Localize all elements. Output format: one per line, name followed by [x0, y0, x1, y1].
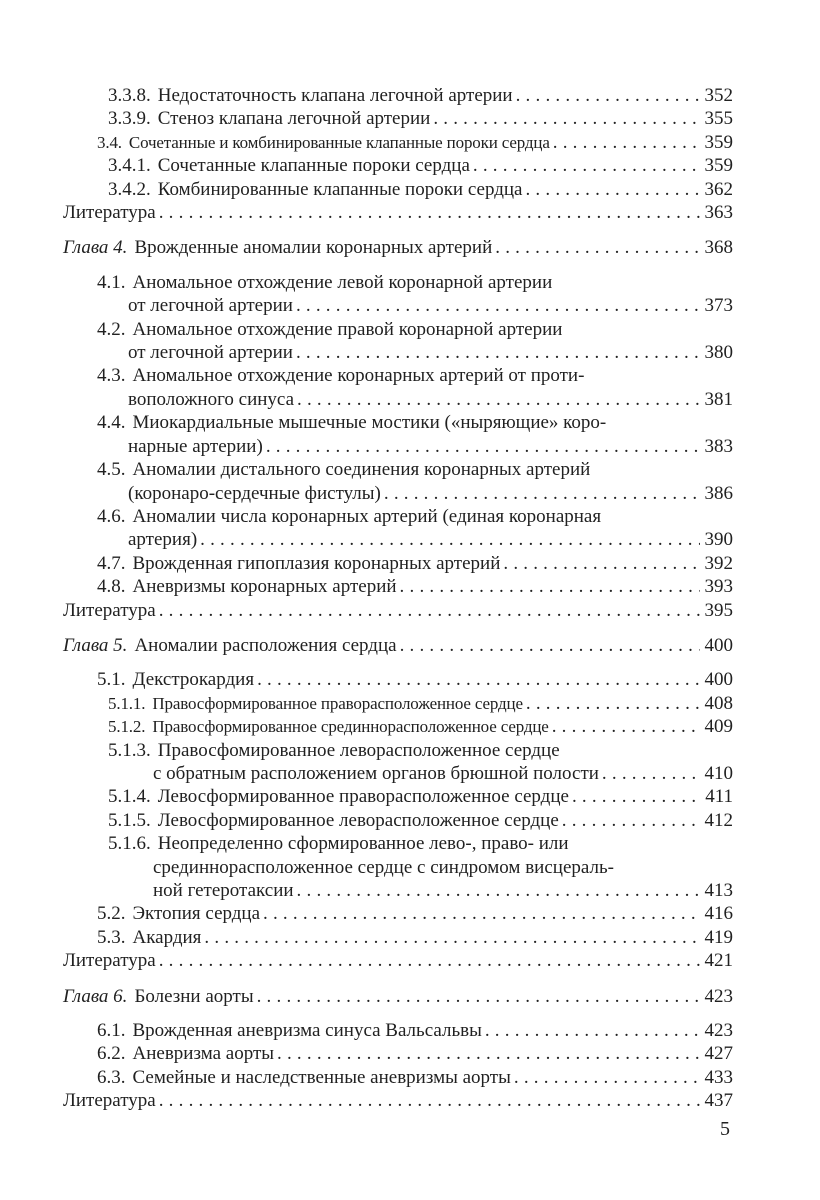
- toc-entry-title: Правосформированное праворасположенное сердце: [152, 693, 523, 713]
- folio-row: [63, 1118, 733, 1141]
- toc-entry: [63, 1066, 733, 1089]
- dot-leader: [263, 902, 699, 925]
- toc-entry-number: 4.7.: [97, 552, 126, 574]
- toc-line: [63, 364, 733, 387]
- dot-leader: [514, 1066, 700, 1089]
- toc-line: [63, 294, 733, 317]
- toc-entry-number: 5.1.2.: [108, 717, 146, 737]
- toc-entry: [63, 715, 733, 738]
- toc-chapter: [63, 236, 733, 259]
- toc-line: [63, 879, 733, 902]
- toc-entry-title: ной гетеротаксии: [153, 880, 294, 901]
- toc-entry-title: Аномалии числа коронарных артерий (единая коронарная: [132, 505, 602, 527]
- toc-entry-title: воположного синуса: [128, 388, 294, 410]
- toc-line: [63, 552, 733, 575]
- toc-entry: [63, 902, 733, 925]
- toc-entry: [63, 599, 733, 622]
- toc-entry-page: 413: [704, 880, 733, 901]
- toc-line: [63, 634, 733, 657]
- toc-entry: [63, 668, 733, 691]
- toc-entry-page: 386: [704, 482, 733, 504]
- toc-entry: [63, 552, 733, 575]
- dot-leader: [204, 926, 699, 949]
- toc-entry-title: Правосформированное срединнорасположенное сердце: [152, 717, 549, 737]
- dot-leader: [297, 388, 700, 411]
- toc-entry-page: 395: [704, 599, 733, 621]
- toc-entry-title: Аномальное отхождение правой коронарной артерии: [132, 318, 563, 340]
- toc-entry: [63, 739, 733, 786]
- toc-chapter-number: Глава 4.: [63, 237, 128, 259]
- toc-entry-title: Аневризма аорты: [132, 1043, 275, 1065]
- toc-entry: [63, 458, 733, 505]
- toc-entry-title: Аномальное отхождение коронарных артерий от проти-: [132, 365, 585, 387]
- toc-entry-page: 390: [704, 529, 733, 551]
- toc-entry-title: от легочной артерии: [128, 342, 293, 364]
- toc-entry: [63, 505, 733, 552]
- toc-entry-page: 355: [704, 108, 733, 130]
- toc-line: [63, 1042, 733, 1065]
- toc-entry: [63, 809, 733, 832]
- toc-line: [63, 715, 733, 738]
- toc-chapter-title: Врожденные аномалии коронарных артерий: [134, 237, 493, 259]
- toc-line: [63, 435, 733, 458]
- toc-entry-number: 6.1.: [97, 1020, 126, 1042]
- toc-entry-number: 5.1.4.: [108, 786, 151, 808]
- toc-line: [63, 154, 733, 177]
- toc-entry-number: 5.1.1.: [108, 693, 146, 713]
- toc-entry: [63, 411, 733, 458]
- toc-entry-title: Аневризмы коронарных артерий: [132, 576, 397, 598]
- dot-leader: [552, 715, 700, 738]
- toc-entry-title: Недостаточность клапана легочной артерии: [157, 85, 513, 106]
- toc-chapter-number: Глава 5.: [63, 634, 128, 656]
- toc-entry-title: с обратным расположением органов брюшной полости: [153, 762, 599, 784]
- dot-leader: [296, 341, 700, 364]
- toc-entry-title: (коронаро-сердечные фистулы): [128, 482, 381, 504]
- toc-entry-page: 421: [704, 950, 733, 972]
- toc-chapter-number: Глава 6.: [63, 985, 128, 1007]
- toc-entry-page: 368: [704, 237, 733, 259]
- dot-leader: [277, 1042, 699, 1065]
- toc-entry: [63, 178, 733, 201]
- toc-line: [63, 575, 733, 598]
- toc-entry-title: Аномальное отхождение левой коронарной артерии: [132, 271, 553, 293]
- dot-leader: [525, 178, 699, 201]
- toc-entry-page: 380: [704, 342, 733, 364]
- toc-entry-number: 4.5.: [97, 459, 126, 481]
- toc-entry-page: 400: [704, 634, 733, 656]
- toc-entry-number: 6.2.: [97, 1043, 126, 1065]
- toc-entry-title: Правосфомированное леворасположенное сердце: [157, 739, 560, 761]
- dot-leader: [257, 985, 700, 1008]
- toc-line: [63, 107, 733, 130]
- toc-entry-title: Литература: [63, 599, 156, 621]
- toc-entry: [63, 1019, 733, 1042]
- toc-entry-number: 3.4.: [97, 132, 122, 152]
- toc-line: [63, 739, 733, 762]
- dot-leader: [473, 154, 700, 177]
- dot-leader: [159, 599, 700, 622]
- toc-entry-title: Сочетанные клапанные пороки сердца: [157, 155, 470, 177]
- toc-line: [63, 1066, 733, 1089]
- toc-entry-title: Врожденная аневризма синуса Вальсальвы: [132, 1020, 482, 1042]
- table-of-contents: [63, 84, 733, 1141]
- toc-entry-page: 409: [704, 716, 733, 738]
- toc-entry-title: срединнорасположенное сердце с синдромом висцераль-: [153, 856, 614, 878]
- toc-entry-number: 5.1.5.: [108, 809, 151, 831]
- toc-line: [63, 528, 733, 551]
- toc-entry: [63, 131, 733, 154]
- page-number: 5: [720, 1117, 730, 1140]
- toc-line: [63, 599, 733, 622]
- toc-entry-number: 5.1.3.: [108, 739, 151, 761]
- toc-line: [63, 482, 733, 505]
- toc-line: [63, 762, 733, 785]
- toc-line: [63, 692, 733, 715]
- toc-entry: [63, 84, 733, 107]
- toc-entry-page: 412: [704, 809, 733, 831]
- dot-leader: [400, 634, 700, 657]
- toc-entry-title: Стеноз клапана легочной артерии: [157, 108, 431, 130]
- toc-entry-number: 5.3.: [97, 926, 126, 948]
- dot-leader: [159, 1089, 700, 1112]
- toc-entry-page: 416: [704, 903, 733, 925]
- toc-entry-page: 352: [704, 85, 733, 106]
- toc-entry-title: нарные артерии): [128, 435, 263, 457]
- toc-line: [63, 668, 733, 691]
- toc-entry-page: 393: [704, 576, 733, 598]
- toc-entry-title: Литература: [63, 950, 156, 972]
- toc-entry-number: 3.3.8.: [108, 85, 151, 106]
- toc-entry-number: 4.1.: [97, 271, 126, 293]
- toc-entry-number: 4.6.: [97, 505, 126, 527]
- dot-leader: [485, 1019, 700, 1042]
- toc-entry-title: Литература: [63, 202, 156, 224]
- toc-entry-title: Левосформированное праворасположенное сердце: [157, 786, 569, 808]
- toc-line: [63, 856, 733, 879]
- toc-line: [63, 926, 733, 949]
- toc-entry: [63, 271, 733, 318]
- toc-entry-title: Декстрокардия: [132, 669, 255, 691]
- toc-entry: [63, 1089, 733, 1112]
- dot-leader: [296, 294, 700, 317]
- toc-line: [63, 131, 733, 154]
- dot-leader: [503, 552, 699, 575]
- toc-line: [63, 985, 733, 1008]
- toc-entry-number: 4.4.: [97, 412, 126, 434]
- toc-entry-title: Литература: [63, 1090, 156, 1112]
- toc-entry: [63, 154, 733, 177]
- toc-entry: [63, 692, 733, 715]
- dot-leader: [495, 236, 699, 259]
- toc-line: [63, 271, 733, 294]
- toc-entry-page: 437: [704, 1090, 733, 1112]
- toc-entry-page: 359: [704, 155, 733, 177]
- toc-entry-page: 408: [704, 692, 733, 714]
- toc-line: [63, 201, 733, 224]
- toc-entry: [63, 949, 733, 972]
- toc-line: [63, 1019, 733, 1042]
- toc-line: [63, 832, 733, 855]
- toc-entry-number: 4.2.: [97, 318, 126, 340]
- toc-entry-title: Акардия: [132, 926, 202, 948]
- toc-line: [63, 178, 733, 201]
- toc-entry: [63, 107, 733, 130]
- toc-line: [63, 1089, 733, 1112]
- toc-line: [63, 785, 733, 808]
- dot-leader: [159, 201, 700, 224]
- toc-entry-title: Миокардиальные мышечные мостики («ныряющие» коро-: [132, 412, 607, 434]
- toc-line: [63, 318, 733, 341]
- toc-line: [63, 84, 733, 107]
- toc-entry-title: Комбинированные клапанные пороки сердца: [157, 178, 523, 200]
- dot-leader: [159, 949, 700, 972]
- toc-entry-page: 373: [704, 295, 733, 317]
- dot-leader: [297, 879, 700, 902]
- toc-entry-title: Врожденная гипоплазия коронарных артерий: [132, 552, 501, 574]
- dot-leader: [257, 668, 699, 691]
- toc-entry-page: 423: [704, 1020, 733, 1042]
- toc-entry-number: 3.4.1.: [108, 155, 151, 177]
- dot-leader: [400, 575, 700, 598]
- toc-entry: [63, 364, 733, 411]
- toc-entry-number: 5.1.6.: [108, 833, 151, 855]
- toc-entry: [63, 318, 733, 365]
- toc-entry-page: 419: [704, 926, 733, 948]
- toc-line: [63, 505, 733, 528]
- toc-entry-number: 5.1.: [97, 669, 126, 691]
- toc-line: [63, 902, 733, 925]
- dot-leader: [384, 482, 700, 505]
- dot-leader: [516, 84, 700, 107]
- toc-entry-page: 411: [705, 786, 733, 808]
- toc-line: [63, 341, 733, 364]
- toc-entry-page: 423: [704, 985, 733, 1007]
- toc-entry-page: 362: [704, 178, 733, 200]
- toc-entry-title: Сочетанные и комбинированные клапанные пороки сердца: [128, 132, 550, 152]
- toc-entry: [63, 785, 733, 808]
- toc-entry-title: Левосформированное леворасположенное сердце: [157, 809, 559, 831]
- toc-entry-page: 383: [704, 435, 733, 457]
- dot-leader: [266, 435, 700, 458]
- toc-entry: [63, 1042, 733, 1065]
- toc-entry: [63, 832, 733, 902]
- toc-line: [63, 949, 733, 972]
- toc-entry: [63, 926, 733, 949]
- toc-entry-title: от легочной артерии: [128, 295, 293, 317]
- toc-chapter-title: Аномалии расположения сердца: [134, 634, 397, 656]
- toc-entry-title: Эктопия сердца: [132, 903, 261, 925]
- dot-leader: [562, 809, 700, 832]
- toc-entry-number: 3.3.9.: [108, 108, 151, 130]
- dot-leader: [433, 107, 699, 130]
- dot-leader: [572, 785, 700, 808]
- toc-entry-page: 392: [704, 552, 733, 574]
- toc-chapter: [63, 985, 733, 1008]
- toc-entry-page: 427: [704, 1043, 733, 1065]
- toc-entry-page: 400: [704, 669, 733, 691]
- toc-entry-page: 359: [704, 131, 733, 153]
- toc-line: [63, 458, 733, 481]
- dot-leader: [602, 762, 700, 785]
- toc-entry: [63, 201, 733, 224]
- toc-line: [63, 411, 733, 434]
- toc-entry: [63, 575, 733, 598]
- toc-entry-page: 433: [704, 1066, 733, 1088]
- toc-entry-page: 363: [704, 202, 733, 224]
- dot-leader: [553, 131, 700, 154]
- toc-entry-title: Семейные и наследственные аневризмы аорты: [132, 1066, 511, 1088]
- toc-line: [63, 388, 733, 411]
- toc-entry-title: Неопределенно сформированное лево-, право- или: [157, 833, 569, 855]
- toc-entry-number: 5.2.: [97, 903, 126, 925]
- toc-line: [63, 809, 733, 832]
- dot-leader: [526, 692, 700, 715]
- toc-entry-number: 4.3.: [97, 365, 126, 387]
- toc-line: [63, 236, 733, 259]
- toc-entry-number: 3.4.2.: [108, 178, 151, 200]
- toc-chapter-title: Болезни аорты: [134, 985, 254, 1007]
- toc-entry-number: 6.3.: [97, 1066, 126, 1088]
- toc-entry-number: 4.8.: [97, 576, 126, 598]
- toc-entry-page: 410: [704, 762, 733, 784]
- toc-entry-title: артерия): [128, 529, 198, 551]
- toc-entry-title: Аномалии дистального соединения коронарных артерий: [132, 459, 591, 481]
- toc-chapter: [63, 634, 733, 657]
- toc-entry-page: 381: [704, 388, 733, 410]
- dot-leader: [200, 528, 699, 551]
